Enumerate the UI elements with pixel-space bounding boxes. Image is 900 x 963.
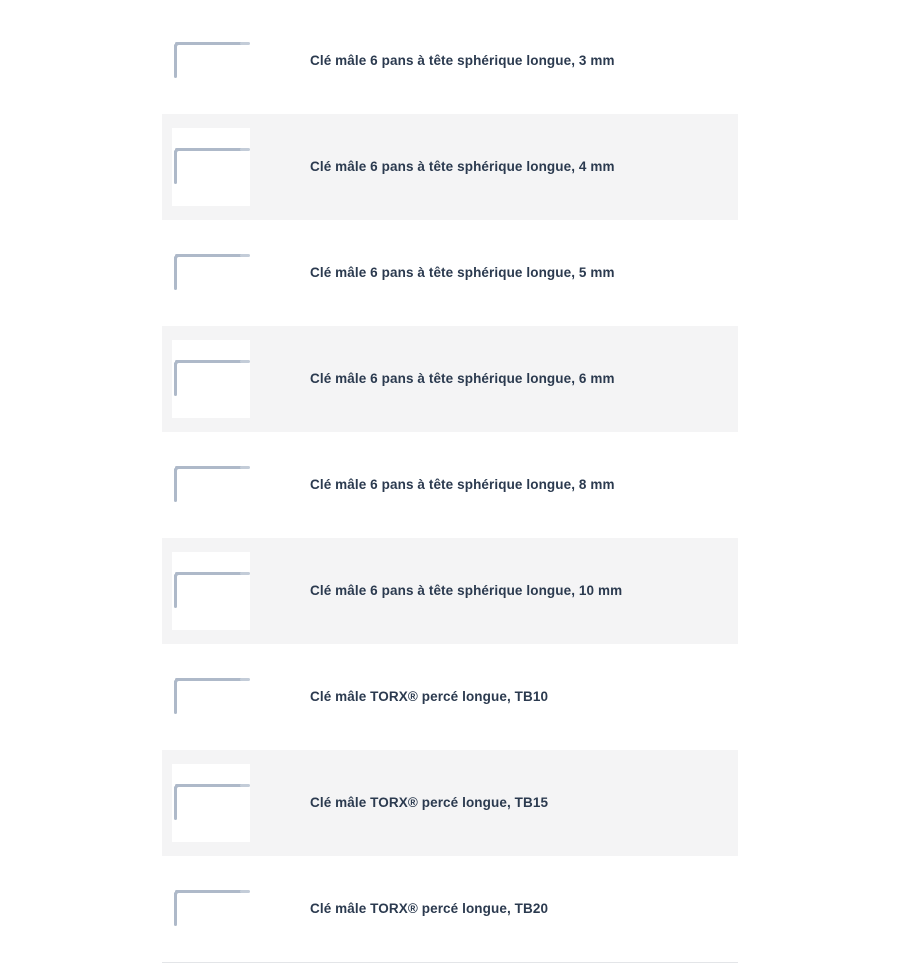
- product-thumbnail[interactable]: [172, 340, 250, 418]
- product-row[interactable]: [162, 326, 738, 432]
- product-title[interactable]: Clé mâle 6 pans à tête sphérique longue, 6 mm: [310, 371, 615, 387]
- hex-key-icon: [174, 254, 250, 290]
- product-thumbnail[interactable]: [172, 764, 250, 842]
- hex-key-icon: [174, 466, 250, 502]
- product-title[interactable]: Clé mâle 6 pans à tête sphérique longue, 8 mm: [310, 477, 615, 493]
- product-title[interactable]: Clé mâle 6 pans à tête sphérique longue, 10 mm: [310, 583, 623, 599]
- product-row[interactable]: [162, 432, 738, 538]
- product-thumbnail[interactable]: [172, 22, 250, 100]
- product-row[interactable]: [162, 114, 738, 220]
- product-row[interactable]: [162, 538, 738, 644]
- product-title[interactable]: Clé mâle TORX® percé longue, TB15: [310, 795, 549, 811]
- product-row[interactable]: [162, 856, 738, 962]
- product-thumbnail[interactable]: [172, 658, 250, 736]
- product-thumbnail[interactable]: [172, 552, 250, 630]
- hex-key-icon: [174, 360, 250, 396]
- torx-key-icon: [174, 890, 250, 926]
- product-title[interactable]: Clé mâle TORX® percé longue, TB20: [310, 901, 549, 917]
- hex-key-icon: [174, 42, 250, 78]
- hex-key-icon: [174, 572, 250, 608]
- product-title[interactable]: Clé mâle 6 pans à tête sphérique longue, 5 mm: [310, 265, 615, 281]
- product-row[interactable]: [162, 644, 738, 750]
- product-title[interactable]: Clé mâle TORX® percé longue, TB10: [310, 689, 549, 705]
- product-thumbnail[interactable]: [172, 870, 250, 948]
- product-row[interactable]: [162, 220, 738, 326]
- torx-key-icon: [174, 784, 250, 820]
- torx-key-icon: [174, 678, 250, 714]
- product-thumbnail[interactable]: [172, 128, 250, 206]
- product-title[interactable]: Clé mâle 6 pans à tête sphérique longue, 4 mm: [310, 159, 615, 175]
- product-row[interactable]: [162, 750, 738, 856]
- hex-key-icon: [174, 148, 250, 184]
- product-title[interactable]: Clé mâle 6 pans à tête sphérique longue, 3 mm: [310, 53, 615, 69]
- product-thumbnail[interactable]: [172, 234, 250, 312]
- product-thumbnail[interactable]: [172, 446, 250, 524]
- product-row[interactable]: [162, 8, 738, 114]
